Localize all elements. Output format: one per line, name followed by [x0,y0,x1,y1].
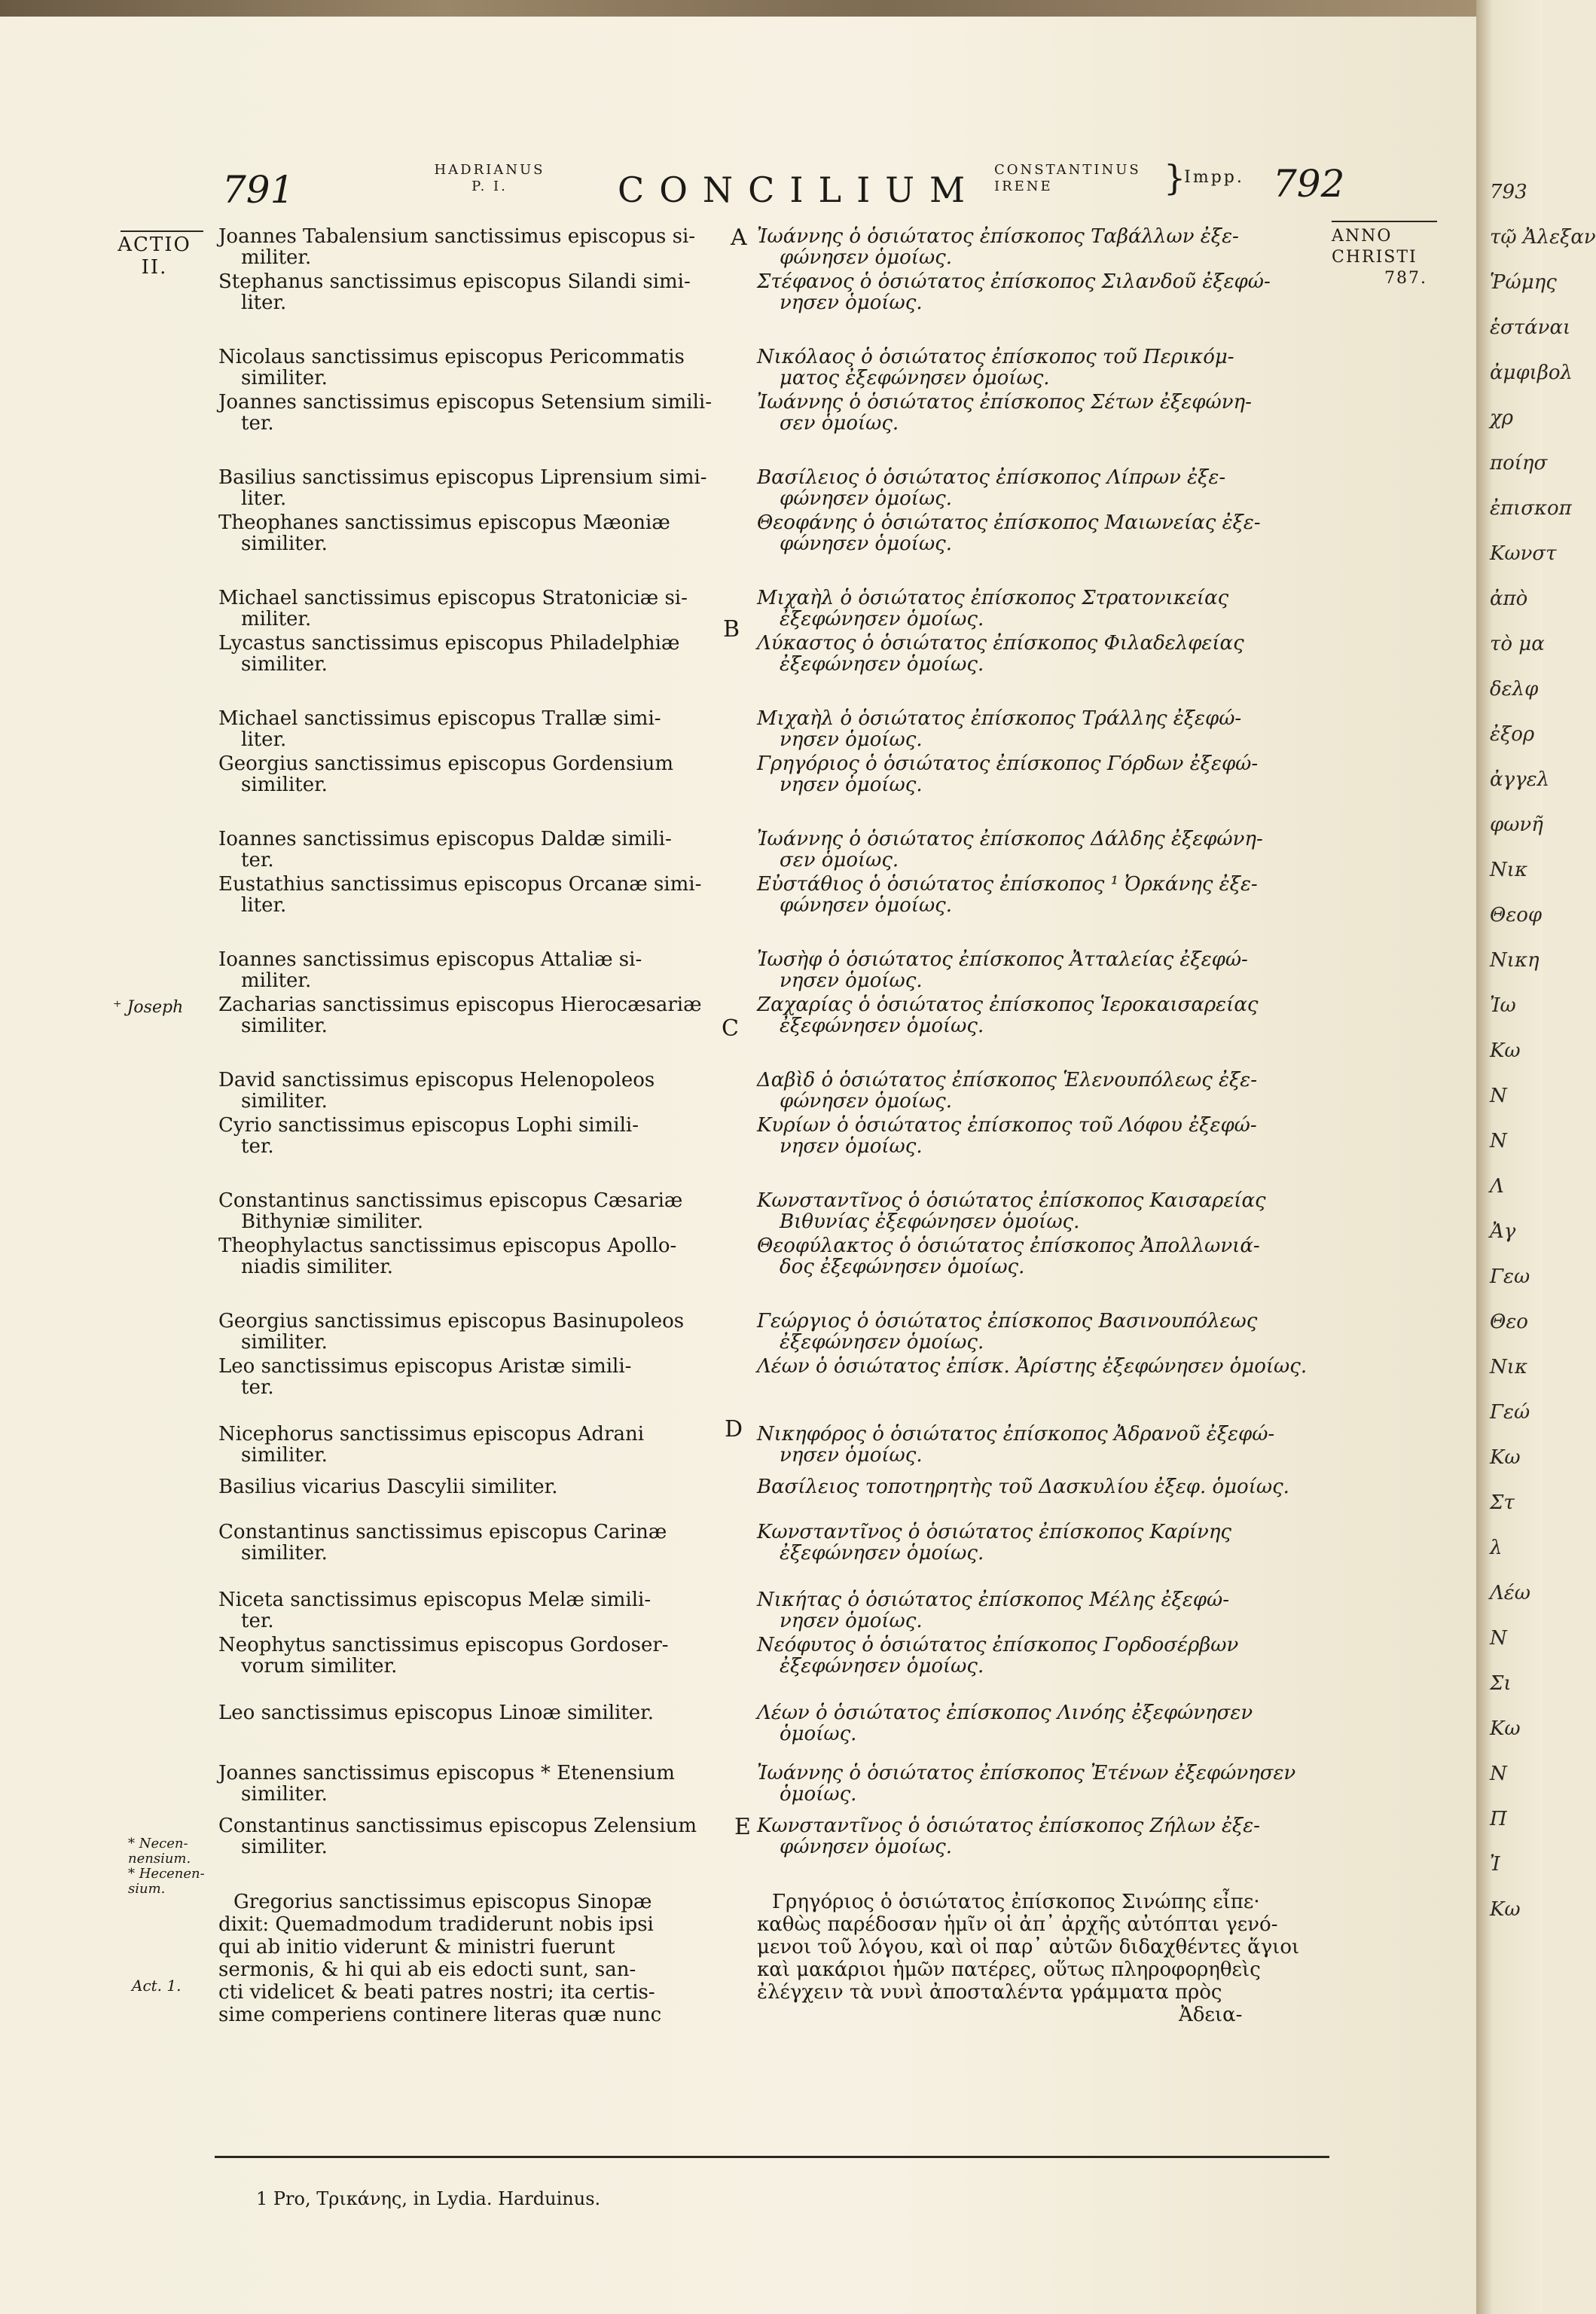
latin-entry-line: Leo sanctissimus episcopus Linoæ similiter. [218,1702,655,1724]
latin-entry-continuation: similiter. [241,1783,328,1806]
latin-entry [218,1311,684,1353]
pope-name-bottom: P. I. [471,179,508,194]
latin-entry-line: Lycastus sanctissimus episcopus Philadelphiæ [218,632,680,655]
greek-entry-line: Στέφανος ὁ ὁσιώτατος ἐπίσκοπος Σιλανδοῦ ἐξεφώ- [757,270,1271,293]
latin-entry-continuation: ter. [241,1610,274,1632]
latin-entry-continuation: vorum similiter. [241,1655,398,1677]
actio-label: ACTIO [117,234,191,256]
greek-entry-line: Νικόλαος ὁ ὁσιώτατος ἐπίσκοπος τοῦ Περικόμ- [757,346,1234,368]
latin-entry-continuation: ter. [241,849,274,872]
emperor-name-bottom: IRENE [994,179,1053,194]
brace-glyph: } [1164,157,1186,198]
greek-entry [757,1356,1307,1377]
footnote: 1 Pro, Τρικάνης, in Lydia. Harduinus. [256,2188,601,2209]
greek-entry-continuation: νησεν ὁμοίως. [780,1135,923,1158]
greek-entry-continuation: ἐξεφώνησεν ὁμοίως. [780,608,984,630]
latin-entry-continuation: similiter. [241,1542,328,1565]
latin-entry-continuation: similiter. [241,1331,328,1354]
latin-entry [218,1476,558,1497]
margin-note-act: Act. 1. [132,1977,182,1995]
latin-entry-line: Constantinus sanctissimus episcopus Cæsariæ [218,1189,683,1212]
greek-entry-line: Μιχαὴλ ὁ ὁσιώτατος ἐπίσκοπος Στρατονικείας [757,587,1229,609]
latin-entry-line: Basilius vicarius Dascylii similiter. [218,1476,558,1498]
imperators-label: Impp. [1184,168,1244,187]
latin-entry [218,392,712,434]
latin-entry-line: Michael sanctissimus episcopus Stratoniciæ si- [218,587,688,609]
facing-page-fragment: χρ [1490,407,1514,429]
running-title: CONCILIUM [618,169,981,210]
latin-paragraph-line: sermonis, & hi qui ab eis edocti sunt, san- [218,1958,636,1981]
facing-page-fragment: ἐξορ [1490,723,1535,746]
greek-entry-continuation: ματος ἐξεφώνησεν ὁμοίως. [780,367,1050,389]
greek-paragraph-line: μενοι τοῦ λόγου, καὶ οἱ παρ᾽ αὐτῶν διδαχθέντες ἅγιοι [757,1936,1300,1958]
page-number-right: 792 [1273,162,1345,206]
latin-entry-continuation: ter. [241,412,274,435]
latin-entry [218,753,673,795]
latin-entry-continuation: similiter. [241,774,328,796]
latin-entry [218,512,670,554]
latin-paragraph-line: sime comperiens continere literas quæ nunc [218,2004,662,2026]
greek-entry-line: Κυρίων ὁ ὁσιώτατος ἐπίσκοπος τοῦ Λόφου ἐξεφώ- [757,1114,1257,1137]
greek-paragraph-line: καθὼς παρέδοσαν ἡμῖν οἱ ἀπ᾽ ἀρχῆς αὐτόπται γενό- [757,1913,1278,1936]
latin-entry [218,1235,676,1278]
greek-entry [757,1815,1260,1858]
latin-entry-continuation: liter. [241,728,287,751]
latin-entry [218,708,661,750]
latin-entry-line: Joannes sanctissimus episcopus Setensium simili- [218,391,713,414]
anno-label: ANNO [1332,227,1393,246]
greek-entry-line: Θεοφύλακτος ὁ ὁσιώτατος ἐπίσκοπος Ἀπολλωνιά- [757,1235,1260,1257]
facing-page-fragment: δελφ [1490,678,1539,701]
footnote-rule [215,2156,1329,2158]
latin-entry-line: Neophytus sanctissimus episcopus Gordoser- [218,1634,669,1656]
greek-entry-line: Κωνσταντῖνος ὁ ὁσιώτατος ἐπίσκοπος Καισαρείας [757,1189,1266,1212]
latin-entry-continuation: ter. [241,1135,274,1158]
facing-page-fragment: Ῥώμης [1490,271,1557,294]
latin-entry-line: Joannes Tabalensium sanctissimus episcopus si- [218,225,696,248]
latin-entry [218,271,691,313]
latin-entry-continuation: similiter. [241,1836,328,1858]
latin-entry [218,633,679,675]
greek-entry-line: Νικηφόρος ὁ ὁσιώτατος ἐπίσκοπος Ἀδρανοῦ ἐξεφώ- [757,1423,1275,1445]
greek-entry-line: Μιχαὴλ ὁ ὁσιώτατος ἐπίσκοπος Τράλλης ἐξεφώ- [757,707,1242,730]
latin-entry [218,1589,651,1632]
greek-entry-continuation: φώνησεν ὁμοίως. [780,1836,952,1858]
greek-entry [757,1190,1266,1232]
greek-entry-line: Νεόφυτος ὁ ὁσιώτατος ἐπίσκοπος Γορδοσέρβων [757,1634,1239,1656]
facing-page-edge [1476,0,1596,2314]
latin-entry-continuation: similiter. [241,1090,328,1113]
facing-page-fragment: φωνῆ [1490,814,1543,836]
latin-paragraph-line: dixit: Quemadmodum tradiderunt nobis ipsi [218,1913,654,1936]
year-label: 787. [1384,269,1427,288]
latin-entry-line: Constantinus sanctissimus episcopus Carinæ [218,1521,667,1543]
facing-page-fragment: Νικ [1490,1356,1527,1378]
greek-entry-continuation: νησεν ὁμοίως. [780,969,923,992]
greek-entry-continuation: φώνησεν ὁμοίως. [780,246,952,269]
margin-note-necen [128,1836,205,1897]
latin-entry-continuation: militer. [241,246,312,269]
latin-entry-continuation: ter. [241,1376,274,1399]
margin-actio [113,234,196,279]
latin-entry [218,346,685,389]
margin-note-line: nensium. [128,1851,191,1867]
latin-entry-line: Ioannes sanctissimus episcopus Daldæ simili- [218,828,672,850]
latin-entry-continuation: similiter. [241,653,328,676]
margin-note-line: * Hecenen- [128,1866,205,1882]
latin-entry-line: Michael sanctissimus episcopus Trallæ simi- [218,707,661,730]
latin-entry-continuation: liter. [241,487,287,510]
latin-entry-continuation: militer. [241,608,312,630]
page-number-left: 791 [222,168,294,212]
greek-entry-line: Γεώργιος ὁ ὁσιώτατος ἐπίσκοπος Βασινουπόλεως [757,1310,1258,1333]
latin-entry-line: Joannes sanctissimus episcopus * Etenensium [218,1762,675,1784]
facing-page-fragment: ἀμφιβολ [1490,362,1573,384]
latin-entry-continuation: niadis similiter. [241,1256,394,1278]
latin-entry-continuation: Bithyniæ similiter. [241,1210,423,1233]
section-letter-a: A [731,224,747,251]
greek-entry [757,1476,1289,1497]
latin-entry-line: Zacharias sanctissimus episcopus Hierocæsariæ [218,994,702,1016]
greek-entry-line: Βασίλειος τοποτηρητὴς τοῦ Δασκυλίου ἐξεφ. ὁμοίως. [757,1476,1289,1498]
section-letter-c: C [722,1015,739,1042]
facing-page-fragment: Ν [1490,1130,1507,1152]
latin-paragraph-line: cti videlicet & beati patres nostri; ita certis- [218,1981,655,2004]
running-header [0,147,1476,215]
latin-entry-line: Ioannes sanctissimus episcopus Attaliæ si- [218,948,642,971]
greek-entry-continuation: νησεν ὁμοίως. [780,1444,923,1467]
latin-entry-line: Georgius sanctissimus episcopus Basinupoleos [218,1310,685,1333]
greek-entry-continuation: ὁμοίως. [780,1783,857,1806]
margin-left-rule [121,230,203,232]
latin-entry-line: Theophanes sanctissimus episcopus Mæoniæ [218,511,670,534]
greek-entry [757,1589,1229,1632]
greek-entry-line: Κωνσταντῖνος ὁ ὁσιώτατος ἐπίσκοπος Ζήλων ἐξε- [757,1815,1260,1837]
latin-entry-line: Basilius sanctissimus episcopus Liprensium simi- [218,466,707,489]
greek-entry-line: Βασίλειος ὁ ὁσιώτατος ἐπίσκοπος Λίπρων ἐξε- [757,466,1226,489]
margin-note-line: * Necen- [128,1836,188,1852]
facing-page-fragment: ἀγγελ [1490,768,1550,791]
page-top-edge [0,0,1476,17]
greek-paragraph-line: Γρηγόριος ὁ ὁσιώτατος ἐπίσκοπος Σινώπης εἶπε· [772,1891,1260,1913]
latin-entry-line: Constantinus sanctissimus episcopus Zelensium [218,1815,697,1837]
greek-entry-continuation: Βιθυνίας ἐξεφώνησεν ὁμοίως. [780,1210,1080,1233]
facing-page-fragment: Λ [1490,1175,1504,1198]
latin-entry-continuation: militer. [241,969,312,992]
greek-entry-line: Νικήτας ὁ ὁσιώτατος ἐπίσκοπος Μέλης ἐξεφώ- [757,1589,1229,1611]
greek-entry-continuation: ἐξεφώνησεν ὁμοίως. [780,1331,984,1354]
greek-entry-continuation: ἐξεφώνησεν ὁμοίως. [780,1015,984,1037]
section-letter-e: E [734,1814,751,1840]
latin-entry-continuation: similiter. [241,1444,328,1467]
greek-entry-continuation: δος ἐξεφώνησεν ὁμοίως. [780,1256,1025,1278]
latin-entry-line: Stephanus sanctissimus episcopus Silandi simi- [218,270,691,293]
facing-page-fragment: Νικ [1490,859,1527,881]
greek-entry-line: Ἰωάννης ὁ ὁσιώτατος ἐπίσκοπος Ἐτένων ἐξεφώνησεν [757,1762,1296,1784]
facing-page-fragment: 793 [1490,181,1527,203]
latin-entry [218,226,695,268]
facing-page-fragment: Ν [1490,1763,1507,1785]
latin-entry [218,1635,669,1677]
margin-anno [1332,226,1437,289]
greek-entry [757,1763,1295,1805]
greek-entry-line: Λύκαστος ὁ ὁσιώτατος ἐπίσκοπος Φιλαδελφείας [757,632,1244,655]
latin-entry [218,1815,697,1858]
greek-entry [757,708,1241,750]
greek-entry [757,1522,1231,1564]
greek-entry [757,1115,1257,1157]
section-letter-b: B [723,616,740,643]
latin-final-paragraph [218,1891,661,2026]
facing-page-fragment: Θεο [1490,1311,1528,1333]
facing-page-fragment: ἐπισκοπ [1490,497,1572,520]
facing-page-fragment: Στ [1490,1491,1515,1514]
greek-paragraph-line: ἐλέγχειν τὰ νυνὶ ἀποσταλέντα γράμματα πρὸς [757,1981,1222,2004]
greek-entry [757,226,1239,268]
latin-entry [218,1356,631,1398]
greek-entry-continuation: νησεν ὁμοίως. [780,728,923,751]
greek-entry-line: Ἰωάννης ὁ ὁσιώτατος ἐπίσκοπος Δάλδης ἐξεφώνη- [757,828,1263,850]
emperor-name-top: CONSTANTINUS [994,162,1141,178]
latin-entry [218,1424,644,1466]
greek-entry [757,346,1234,389]
greek-entry [757,512,1261,554]
facing-page-fragment: Ἰω [1490,994,1516,1017]
facing-page-fragment: Νικη [1490,949,1540,972]
greek-entry-continuation: φώνησεν ὁμοίως. [780,487,952,510]
latin-entry-line: Nicolaus sanctissimus episcopus Pericommatis [218,346,685,368]
pope-name-top: HADRIANUS [434,162,545,178]
greek-entry-line: Ζαχαρίας ὁ ὁσιώτατος ἐπίσκοπος Ἱεροκαισαρείας [757,994,1259,1016]
facing-page-fragment: Κω [1490,1717,1521,1740]
latin-entry [218,1763,675,1805]
facing-page-fragment: Θεοφ [1490,904,1543,927]
latin-entry-continuation: similiter. [241,1015,328,1037]
greek-entry [757,467,1225,509]
greek-entry [757,1424,1274,1466]
greek-paragraph-line: καὶ μακάριοι ἡμῶν πατέρες, οὕτως πληροφορηθεὶς [757,1958,1261,1981]
greek-entry-line: Λέων ὁ ὁσιώτατος ἐπίσκ. Ἀρίστης ἐξεφώνησεν ὁμοίως. [757,1355,1308,1378]
greek-entry-line: Ἰωσὴφ ὁ ὁσιώτατος ἐπίσκοπος Ἀτταλείας ἐξεφώ- [757,948,1248,971]
greek-entry-line: Ἰωάννης ὁ ὁσιώτατος ἐπίσκοπος Ταβάλλων ἐξε- [757,225,1239,248]
latin-entry [218,874,701,916]
greek-entry-continuation: σεν ὁμοίως. [780,849,899,872]
greek-entry-line: Εὐστάθιος ὁ ὁσιώτατος ἐπίσκοπος ¹ Ὀρκάνης ἐξε- [757,873,1258,896]
facing-page-fragment: Π [1490,1808,1507,1830]
facing-page-fragment: Κω [1490,1446,1521,1469]
latin-entry [218,467,707,509]
section-letter-d: D [725,1416,743,1442]
greek-entry [757,1702,1253,1745]
greek-entry-line: Λέων ὁ ὁσιώτατος ἐπίσκοπος Λινόης ἐξεφώνησεν [757,1702,1253,1724]
greek-entry-continuation: φώνησεν ὁμοίως. [780,533,952,555]
greek-entry [757,633,1244,675]
facing-page-fragment: Ἰ [1490,1853,1500,1876]
christi-label: CHRISTI [1332,248,1417,267]
greek-entry-continuation: σεν ὁμοίως. [780,412,899,435]
latin-entry [218,1522,667,1564]
latin-entry [218,1190,682,1232]
facing-page-fragment: ἑστάναι [1490,316,1571,339]
pope-name [422,162,557,195]
facing-page-fragment: ἀπὸ [1490,588,1528,610]
greek-entry [757,994,1258,1036]
latin-entry [218,1115,639,1157]
greek-entry-continuation: νησεν ὁμοίως. [780,774,923,796]
facing-page-fragment: Κω [1490,1039,1521,1062]
facing-page-fragment: Ν [1490,1627,1507,1650]
facing-page-fragment: ποίησ [1490,452,1548,475]
margin-right-rule [1332,221,1437,222]
latin-entry-continuation: liter. [241,894,287,917]
facing-page-fragment: λ [1490,1537,1503,1559]
greek-entry [757,1235,1260,1278]
greek-entry-line: Κωνσταντῖνος ὁ ὁσιώτατος ἐπίσκοπος Καρίνης [757,1521,1231,1543]
facing-page-fragment: Κω [1490,1898,1521,1921]
facing-page-fragment: Ν [1490,1085,1507,1107]
greek-entry [757,753,1258,795]
latin-paragraph-line: qui ab initio viderunt & ministri fuerunt [218,1936,615,1958]
margin-note-joseph-text: Joseph [127,998,184,1017]
facing-page-fragment: Γεω [1490,1265,1530,1288]
greek-entry-continuation: ἐξεφώνησεν ὁμοίως. [780,653,984,676]
facing-page-fragment: τὸ μα [1490,633,1545,655]
latin-entry [218,1702,654,1723]
facing-page-fragment: Λέω [1490,1582,1530,1604]
margin-note-line: sium. [128,1881,166,1897]
greek-entry [757,271,1271,313]
latin-entry-line: Leo sanctissimus episcopus Aristæ simili- [218,1355,632,1378]
latin-entry-line: Georgius sanctissimus episcopus Gordensium [218,753,674,775]
greek-entry [757,1311,1257,1353]
greek-entry-line: Θεοφάνης ὁ ὁσιώτατος ἐπίσκοπος Μαιωνείας ἐξε- [757,511,1261,534]
greek-entry-continuation: ἐξεφώνησεν ὁμοίως. [780,1542,984,1565]
greek-entry-line: Ἰωάννης ὁ ὁσιώτατος ἐπίσκοπος Σέτων ἐξεφώνη- [757,391,1252,414]
latin-entry-line: Nicephorus sanctissimus episcopus Adrani [218,1423,645,1445]
latin-entry-line: Cyrio sanctissimus episcopus Lophi simili- [218,1114,639,1137]
facing-page-fragment: Γεώ [1490,1401,1530,1424]
latin-entry-line: Niceta sanctissimus episcopus Melæ simili- [218,1589,652,1611]
facing-page-fragment: Σι [1490,1672,1512,1695]
greek-entry [757,1070,1257,1112]
greek-entry [757,874,1258,916]
greek-entry-continuation: ὁμοίως. [780,1723,857,1745]
latin-entry-line: Theophylactus sanctissimus episcopus Apollo- [218,1235,677,1257]
greek-final-paragraph [757,1891,1299,2026]
emperors-names [994,162,1167,195]
greek-entry-continuation: ἐξεφώνησεν ὁμοίως. [780,1655,984,1677]
latin-entry [218,949,642,991]
latin-entry [218,829,672,871]
greek-entry [757,588,1228,630]
greek-paragraph-line: Ἀδεια- [1179,2004,1243,2026]
latin-entry-line: David sanctissimus episcopus Helenopoleos [218,1069,655,1091]
greek-entry-continuation: νησεν ὁμοίως. [780,1610,923,1632]
greek-entry-continuation: φώνησεν ὁμοίως. [780,1090,952,1113]
greek-entry [757,1635,1238,1677]
facing-page-fragment: Κωνστ [1490,542,1557,565]
greek-entry-continuation: φώνησεν ὁμοίως. [780,894,952,917]
greek-entry [757,392,1252,434]
latin-entry-continuation: similiter. [241,367,328,389]
actio-number: II. [141,256,168,279]
greek-entry-line: Γρηγόριος ὁ ὁσιώτατος ἐπίσκοπος Γόρδων ἐξεφώ- [757,753,1259,775]
facing-page-fragment: τῷ Ἀλεξαν [1490,226,1596,249]
latin-entry [218,588,688,630]
greek-entry [757,949,1248,991]
greek-entry-line: Δαβὶδ ὁ ὁσιώτατος ἐπίσκοπος Ἑλενουπόλεως ἐξε- [757,1069,1258,1091]
greek-entry [757,829,1263,871]
latin-paragraph-line: Gregorius sanctissimus episcopus Sinopæ [233,1891,652,1913]
latin-entry-line: Eustathius sanctissimus episcopus Orcanæ simi- [218,873,702,896]
facing-page-fragment: Ἀγ [1490,1220,1516,1243]
latin-entry-continuation: similiter. [241,533,328,555]
latin-entry [218,1070,655,1112]
latin-entry-continuation: liter. [241,292,287,314]
greek-entry-continuation: νησεν ὁμοίως. [780,292,923,314]
margin-note-joseph: ⁺ Joseph [113,998,184,1017]
latin-entry [218,994,702,1036]
